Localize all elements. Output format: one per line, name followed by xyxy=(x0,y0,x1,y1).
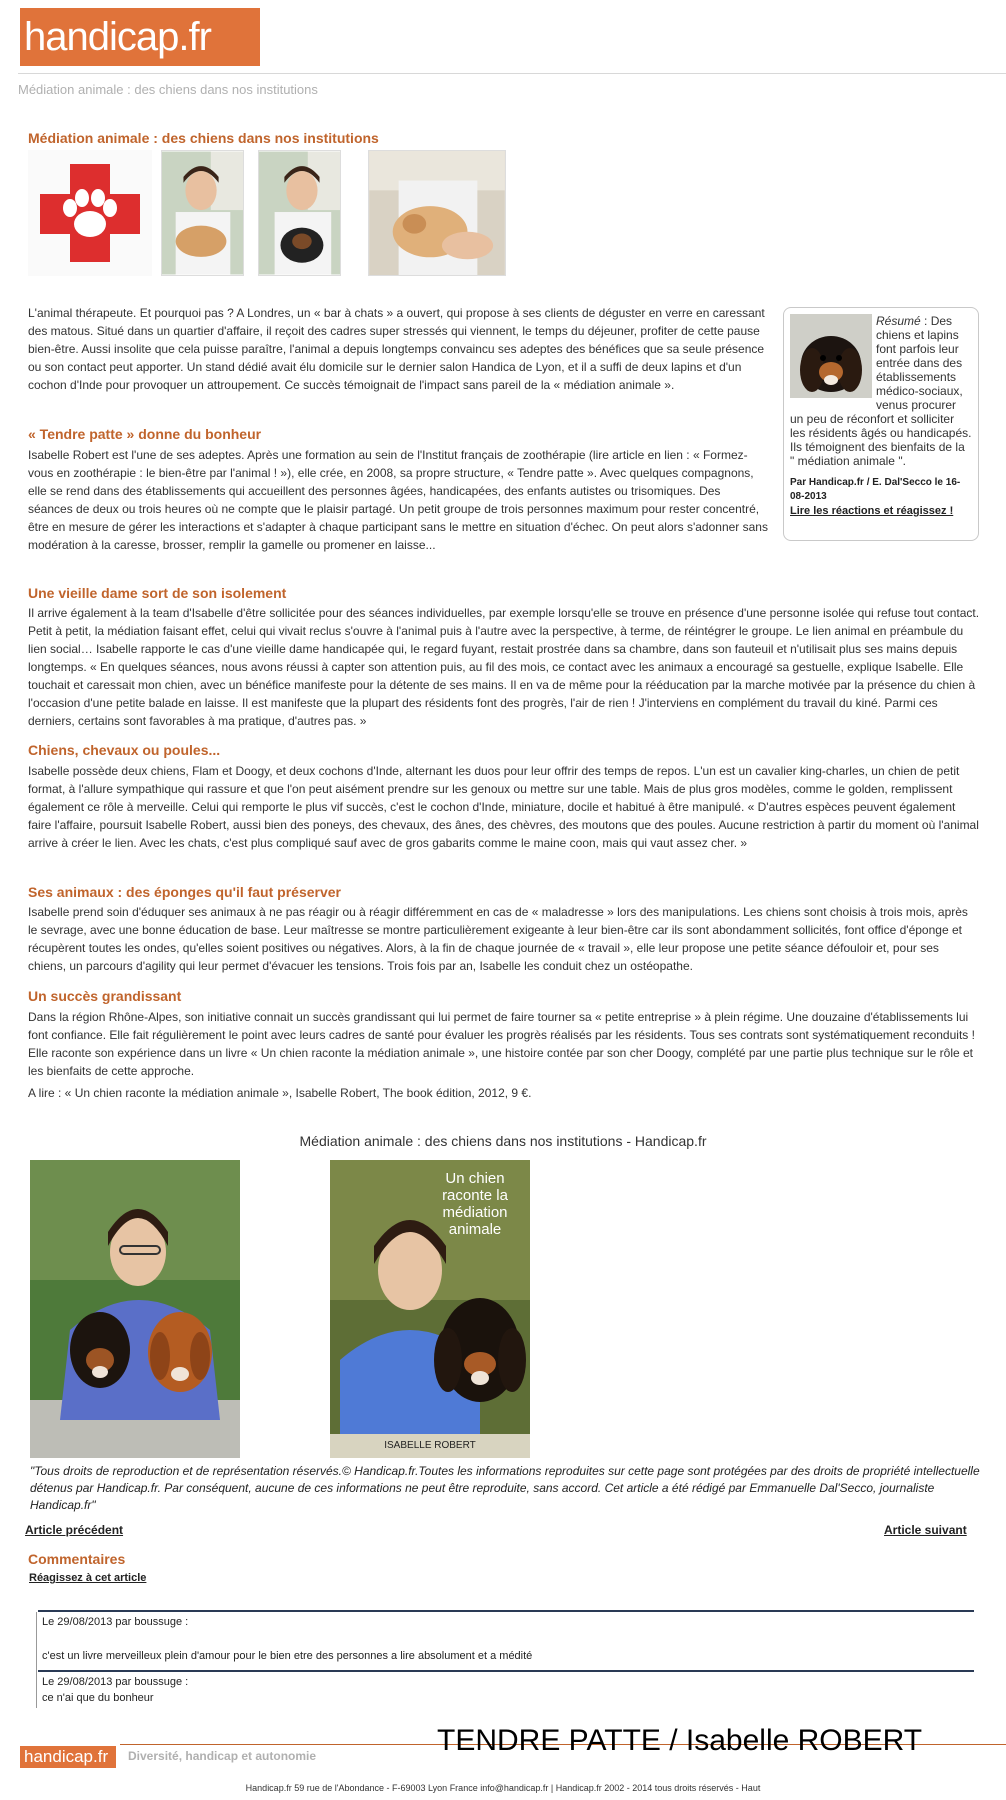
section-text: Il arrive également à la team d'Isabelle d'être sollicitée pour des séances individuelles, par exemple lorsqu'elle se trouve en présence d'une personne isolée qui refuse tout contact. Petit à petit, la médiation faisant effet, celui qui vivait reclus s'ouvre à l'animal puis à l'autre avec la perspective, à terme, de réintégrer le groupe. Le lien animal en préambule du lien social… Isabelle rapporte le cas d'une vieille dame handicapée qui, le regard fuyant, restait prostrée dans sa chambre, dans son fauteuil et n'utilisait plus ses mains depuis longtemps. « En quelques séances, nous avons réussi à capter son attention puis, au fil des mois, ce contact avec les animaux a encouragé sa gestuelle, explique Isabelle. Elle touchait et caressait mon chien, avec un bénéfice manifeste pour la détente de ses mains. Il en va de même pour la rééducation par la marche motivée par la présence du chien à l'occasion d'une petite balade en laisse. Il est manifeste que la plupart des résidents font des progrès, l'air de rien ! J'interviens en complément du travail du kiné. Parmi ces derniers, certains sont favorables à ma pratique, d'autres pas. » xyxy=(28,606,980,728)
a-lire-text: A lire : « Un chien raconte la médiation animale », Isabelle Robert, The book édition, 2012, 9 €. xyxy=(28,1086,532,1100)
footer-tagline: Diversité, handicap et autonomie xyxy=(128,1749,317,1763)
section-text: Isabelle prend soin d'éduquer ses animaux à ne pas réagir ou à réagir différemment en cas de « maladresse » lors des manipulations. Les chiens sont choisis à trois mois, après le sevrage, avec une bonne éducation de base. Leur maîtresse se montre particulièrement exigeante à leur bien-être car ils sont abondamment sollicités, font office d'éponge et récupèrent toutes les ondes, qu'elles soient positives ou négatives. Alors, à la fin de chaque journée de « travail », elle leur propose une petite séance défouloir et, pour ses chiens, un parcours d'agility qui leur permet d'évacuer les tensions. Trois fois par an, Isabelle les conduit chez un ostéopathe. xyxy=(28,905,968,973)
article-intro: L'animal thérapeute. Et pourquoi pas ? A Londres, un « bar à chats » a ouvert, qui propose à ses clients de déguster en verre en caressant des matous. Situé dans un quartier d'affaire, il reçoit des cadres super stressés qui viennent, le temps du déjeuner, profiter de cette pause bien-être. Aussi insolite que cela puisse paraître, l'animal a depuis longtemps convaincu ses adeptes des bénéfices que sa seule présence ou son contact peut apporter. Un stand dédié avait élu domicile sur le dernier salon Handica de Lyon, et il a suffi de deux lapins et d'un cochon d'Inde pour provoquer un attroupement. Ce succès témoignait de l'impact sans pareil de la « médiation animale ». xyxy=(28,306,765,392)
breadcrumb: Médiation animale : des chiens dans nos institutions xyxy=(18,82,318,97)
summary-box xyxy=(783,307,979,541)
red-cross-paw-icon xyxy=(28,150,152,276)
reactions-link[interactable]: Lire les réactions et réagissez ! xyxy=(790,505,954,517)
section-text: Isabelle Robert est l'une de ses adeptes. Après une formation au sein de l'Institut français de zoothérapie (lire article en lien : « Formez-vous en zoothérapie : le bien-être par l'animal ! »), elle crée, en 2008, sa propre structure, « Tendre patte ». Avec quelques compagnons, elle se rend dans des établissements qui accueillent des personnes âgées, handicapées, des enfants autistes ou trisomiques. Des séances de deux ou trois heures où ne compte que le plaisir partagé. Un petit groupe de trois personnes maximum pour rester concentré, être en mesure de gérer les interactions et s'adapter à chaque participant sans le mettre en situation d'échec. On peut alors s'adonner sans modération à la caresse, brosser, remplir la gamelle ou promener en laisse... xyxy=(28,448,768,552)
comment-meta: Le 29/08/2013 par boussuge : xyxy=(42,1676,189,1688)
section-title: Ses animaux : des éponges qu'il faut préserver xyxy=(28,884,341,900)
comment-divider xyxy=(38,1670,974,1672)
summary-text: : Des chiens et lapins font parfois leur entrée dans des établissements médico-sociaux, venus procurer un peu de réconfort et solliciter les résidents âgés ou handicapés. Ils témoignent des bienfaits de la " médiation animale ". xyxy=(790,314,972,468)
thumbnail-photo[interactable] xyxy=(161,150,244,276)
section-title: Un succès grandissant xyxy=(28,988,182,1004)
photo-caption: Médiation animale : des chiens dans nos institutions - Handicap.fr xyxy=(299,1133,707,1149)
summary-author: Par Handicap.fr / E. Dal'Secco le 16-08-2013 xyxy=(790,477,961,502)
section-title: Une vieille dame sort de son isolement xyxy=(28,585,287,601)
previous-article-link[interactable]: Article précédent xyxy=(25,1523,124,1537)
header-divider xyxy=(18,73,1006,74)
thumbnail-photo[interactable] xyxy=(368,150,506,276)
overlay-title: TENDRE PATTE / Isabelle ROBERT xyxy=(437,1724,923,1757)
copyright-notice: "Tous droits de reproduction et de représentation réservés.© Handicap.fr.Toutes les informations reproduites sur cette page sont protégées par des droits de propriété intellectuelle détenus par Handicap.fr. Par conséquent, aucune de ces informations ne peut être reproduite, sans accord. Cet article a été rédigé par Emmanuelle Dal'Secco, journaliste Handicap.fr" xyxy=(30,1464,980,1512)
footer-address: Handicap.fr 59 rue de l'Abondance - F-69003 Lyon France info@handicap.fr | Handicap.fr 2002 - 2014 tous droits réservés - Haut xyxy=(245,1783,761,1793)
author-dogs-photo xyxy=(30,1160,240,1458)
section-title: Chiens, chevaux ou poules... xyxy=(28,742,221,758)
summary-dog-photo xyxy=(790,314,872,398)
comment-divider xyxy=(38,1610,974,1612)
site-logo[interactable]: handicap.fr xyxy=(20,8,260,66)
section-title: « Tendre patte » donne du bonheur xyxy=(28,426,262,442)
article-title: Médiation animale : des chiens dans nos institutions xyxy=(28,130,379,146)
comment-meta: Le 29/08/2013 par boussuge : xyxy=(42,1616,189,1628)
section-text: Isabelle possède deux chiens, Flam et Doogy, et deux cochons d'Inde, alternant les duos pour leur offrir des temps de repos. L'un est un cavalier king-charles, un chien de petit format, à l'allure sympathique qui rassure et que l'on peut aisément prendre sur les genoux ou mettre sur une table. Mais de plus gros modèles, comme le golden, remplissent également ce rôle à merveille. Celui qui remporte le plus vif succès, c'est le cochon d'Inde, miniature, docile et habitué à être manipulé. « D'autres espèces peuvent également faire l'affaire, poursuit Isabelle Robert, aussi bien des poneys, des chevaux, des ânes, des chèvres, des moutons que des poules. Aucune restriction à partir du moment où l'animal arrive à créer le lien. Avec les chats, c'est plus compliqué sauf avec de gros gabarits comme le maine coon, mais qui vaut assez cher. » xyxy=(28,764,979,850)
thumbnail-photo[interactable] xyxy=(258,150,341,276)
footer-logo[interactable]: handicap.fr xyxy=(20,1746,116,1768)
summary-label: Résumé xyxy=(876,314,921,328)
comments-title: Commentaires xyxy=(28,1551,126,1567)
react-link[interactable]: Réagissez à cet article xyxy=(29,1572,147,1584)
book-author: ISABELLE ROBERT xyxy=(384,1440,476,1451)
book-cover xyxy=(330,1160,530,1458)
comment-text: c'est un livre merveilleux plein d'amour pour le bien etre des personnes a lire absolument et a médité xyxy=(42,1650,533,1662)
comment-text: ce n'ai que du bonheur xyxy=(42,1692,154,1704)
book-title: Un chien raconte la médiation animale xyxy=(442,1170,508,1238)
section-text: Dans la région Rhône-Alpes, son initiative connait un succès grandissant qui lui permet de faire tourner sa « petite entreprise » à plein régime. Une douzaine d'établissements lui font confiance. Elle fait régulièrement le point avec leurs cadres de santé pour évaluer les progrès réalisés par les résidents. Tous ses contrats sont systématiquement reconduits ! Elle raconte son expérience dans un livre « Un chien raconte la médiation animale », une histoire contée par son cher Doogy, complété par une partie plus technique sur le rôle et les bienfaits de cette approche. xyxy=(28,1010,975,1078)
next-article-link[interactable]: Article suivant xyxy=(884,1523,967,1537)
